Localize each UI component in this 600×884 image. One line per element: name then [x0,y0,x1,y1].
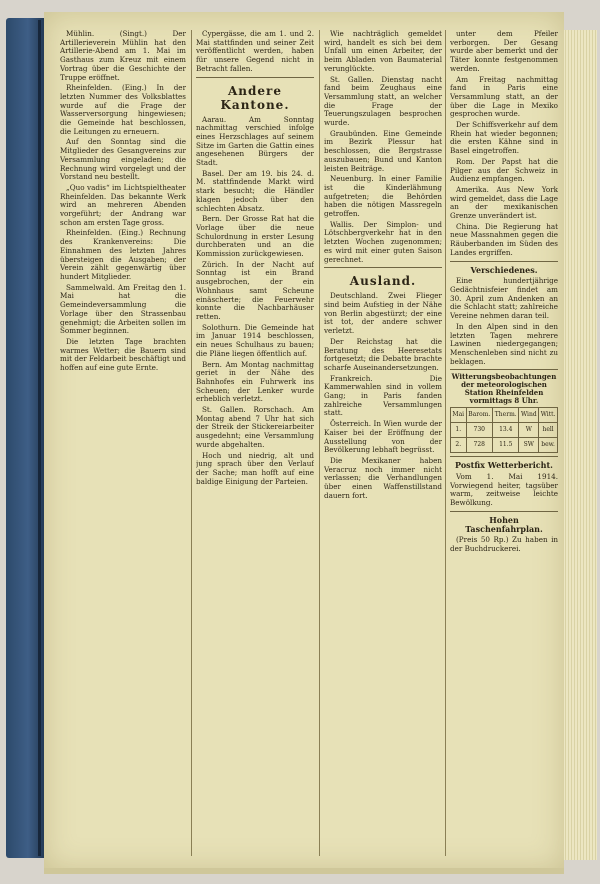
article-paragraph: Rheinfelden. (Eing.) Rechnung des Krankenvereins: Die Einnahmen des letzten Jahres übersteigen die Ausgaben; der Verein zählt gegenwärtig über hundert Mitglieder. [60,228,186,281]
article-paragraph: Auf den Sonntag sind die Mitglieder des Gesangvereins zur Versammlung eingeladen; die Rechnung wird vorgelegt und der Vorstand neu bestellt. [60,137,186,182]
article-paragraph: Sammelwald. Am Freitag den 1. Mai hat die Gemeindeversammlung die Vorlage über den Strassenbau genehmigt; die Arbeiten sollen im Sommer beginnen. [60,282,186,336]
weather-cell: SW [519,438,539,453]
column-2 [196,30,314,856]
column-rule-2 [319,30,320,856]
page-bottom-edge [44,868,564,874]
article-paragraph: Der Schiffsverkehr auf dem Rhein hat wieder begonnen; die ersten Kähne sind in Basel eingetroffen. [450,120,558,156]
weather-row [451,423,558,438]
article-paragraph: Wallis. Der Simplon- und Lötschbergverkehr hat in den letzten Wochen zugenommen; es wird mit einer guten Saison gerechnet. [324,219,442,264]
article-paragraph: Amerika. Aus New York wird gemeldet, dass die Lage an der mexikanischen Grenze unverändert ist. [450,184,558,221]
weather-table-title: Witterungsbeobachtungen der meteorologischen Station Rheinfelden vormittags 8 Uhr. [451,372,557,406]
weather-header-cell: Wind [519,408,539,423]
weather-cell: bew. [539,438,558,453]
article-paragraph: Die letzten Tage brachten warmes Wetter; die Bauern sind mit der Feldarbeit beschäftigt und hoffen auf eine gute Ernte. [60,336,186,373]
article-paragraph: Bern. Der Grosse Rat hat die Vorlage über die neue Schulordnung in erster Lesung durchberaten und an die Kommission zurückgewiesen. [196,214,314,259]
weather-cell: 728 [466,438,493,453]
article-paragraph: Der Reichstag hat die Beratung des Heeresetats fortgesetzt; die Debatte brachte scharfe Auseinandersetzungen. [324,336,442,372]
weather-table [450,407,558,453]
weather-header-cell: Barom. [466,408,493,423]
section-divider [450,456,558,457]
weather-cell: 2. [451,438,467,453]
article-paragraph: Hoch und niedrig, alt und jung sprach über den Verlauf der Sache; man hofft auf eine baldige Einigung der Parteien. [196,450,314,486]
section-divider [196,77,314,78]
article-paragraph: Graubünden. Eine Gemeinde im Bezirk Plessur hat beschlossen, die Bergstrasse auszubauen; Bund und Kanton leisten Beiträge. [324,128,442,173]
section-heading-ausland: Ausland. [349,274,417,289]
article-paragraph: Zürich. In der Nacht auf Sonntag ist ein Brand ausgebrochen, der ein Wohnhaus samt Scheune einäscherte; die Feuerwehr konnte die Nachbarhäuser retten. [196,259,314,321]
book-spine [38,20,41,856]
notice-title: Postfix Wetterbericht. [455,460,553,471]
page-stack-edge [562,30,597,860]
article-paragraph: In den Alpen sind in den letzten Tagen mehrere Lawinen niedergegangen; Menschenleben sind nicht zu beklagen. [450,321,558,366]
notice-text: Vom 1. Mai 1914. Vorwiegend heiter, tagsüber warm, zeitweise leichte Bewölkung. [450,472,558,508]
article-paragraph: Aarau. Am Sonntag nachmittag verschied infolge eines Herzschlages auf seinem Sitze im Garten die Gattin eines angesehenen Bürgers der Stadt. [196,114,314,168]
article-paragraph: Eine hundertjährige Gedächtnisfeier findet am 30. April zum Andenken an die Schlacht statt; zahlreiche Vereine nehmen daran teil. [450,276,558,321]
weather-header-row [451,408,558,423]
weather-header-cell: Therm. [493,408,519,423]
section-divider [450,511,558,512]
article-paragraph: Wie nachträglich gemeldet wird, handelt es sich bei dem Unfall um einen Arbeiter, der beim Abladen von Baumaterial verunglückte. [324,30,442,73]
newspaper-page [44,12,564,870]
article-paragraph: „Quo vadis“ im Lichtspieltheater Rheinfelden. Das bekannte Werk wird an mehreren Abenden vorgeführt; der Andrang war schon am ersten Tage gross. [60,182,186,227]
weather-row [451,438,558,453]
article-paragraph: Bern. Am Montag nachmittag geriet in der Nähe des Bahnhofes ein Fuhrwerk ins Scheuen; der Lenker wurde erheblich verletzt. [196,359,314,404]
article-paragraph: Basel. Der am 19. bis 24. d. M. stattfindende Markt wird stark besucht; die Händler klagen jedoch über den schlechten Absatz. [196,168,314,213]
column-rule-1 [191,30,192,856]
article-paragraph: Frankreich. Die Kammerwahlen sind in vollem Gang; in Paris fanden zahlreiche Versammlungen statt. [324,373,442,418]
section-heading-andere-kantone: Andere Kantone. [220,83,290,112]
column-rule-3 [445,30,446,856]
article-paragraph: St. Gallen. Rorschach. Am Montag abend 7 Uhr hat sich der Streik der Stickereiarbeiter ausgedehnt; eine Versammlung wurde abgehalten. [196,405,314,449]
article-paragraph: St. Gallen. Dienstag nacht fand beim Zeughaus eine Versammlung statt, an welcher die Frage der Teuerungszulagen besprochen wurde. [324,74,442,128]
article-paragraph: Österreich. In Wien wurde der Kaiser bei der Eröffnung der Ausstellung von der Bevölkerung lebhaft begrüsst. [324,419,442,455]
article-paragraph: Neuenburg. In einer Familie ist die Kinderlähmung aufgetreten; die Behörden haben die nötigen Massregeln getroffen. [324,174,442,219]
weather-cell: 13.4 [493,423,519,438]
article-paragraph: Die Mexikaner haben Veracruz noch immer nicht verlassen; die Verhandlungen über einen Waffenstillstand dauern fort. [324,455,442,500]
section-divider [450,261,558,262]
article-paragraph: Am Freitag nachmittag fand in Paris eine Versammlung statt, an der über die Lage in Mexiko gesprochen wurde. [450,74,558,119]
section-heading-verschiedenes: Verschiedenes. [470,264,538,275]
article-paragraph: China. Die Regierung hat neue Massnahmen gegen die Räuberbanden im Süden des Landes ergriffen. [450,221,558,257]
column-4 [450,30,558,856]
weather-cell: hell [539,423,558,438]
footer-title: Hohen Taschenfahrplan. [465,514,543,534]
article-paragraph: Deutschland. Zwei Flieger sind beim Aufstieg in der Nähe von Berlin abgestürzt; der eine ist tot, der andere schwer verletzt. [324,291,442,336]
column-3 [324,30,442,856]
article-paragraph: unter dem Pfeiler verborgen. Der Gesang wurde aber bemerkt und der Täter konnte festgenommen werden. [450,30,558,73]
article-paragraph: Rheinfelden. (Eing.) In der letzten Nummer des Volksblattes wurde auf die Frage der Wasserversorgung hingewiesen; die Gemeinde hat beschlossen, die Leitungen zu erneuern. [60,83,186,136]
weather-cell: W [519,423,539,438]
article-paragraph: Rom. Der Papst hat die Pilger aus der Schweiz in Audienz empfangen. [450,156,558,184]
weather-cell: 730 [466,423,493,438]
weather-cell: 11.5 [493,438,519,453]
weather-header-cell: Mai [451,408,467,423]
weather-cell: 1. [451,423,467,438]
weather-header-cell: Witt. [539,408,558,423]
article-paragraph: Cypergässe, die am 1. und 2. Mai stattfinden und seiner Zeit veröffentlicht werden, haben für unsere Gegend nicht in Betracht fallen. [196,30,314,73]
section-divider [324,267,442,268]
article-paragraph: Solothurn. Die Gemeinde hat im Januar 1914 beschlossen, ein neues Schulhaus zu bauen; die Pläne liegen öffentlich auf. [196,322,314,358]
section-divider [450,369,558,370]
footer-text: (Preis 50 Rp.) Zu haben in der Buchdruckerei. [450,535,558,553]
article-paragraph: Mühlin. (Singt.) Der Artillerieverein Mühlin hat den Artillerie-Abend am 1. Mai im Gasthaus zum Kreuz mit einem Vortrag über die Geschichte der Truppe eröffnet. [60,30,186,82]
column-1 [60,30,186,856]
